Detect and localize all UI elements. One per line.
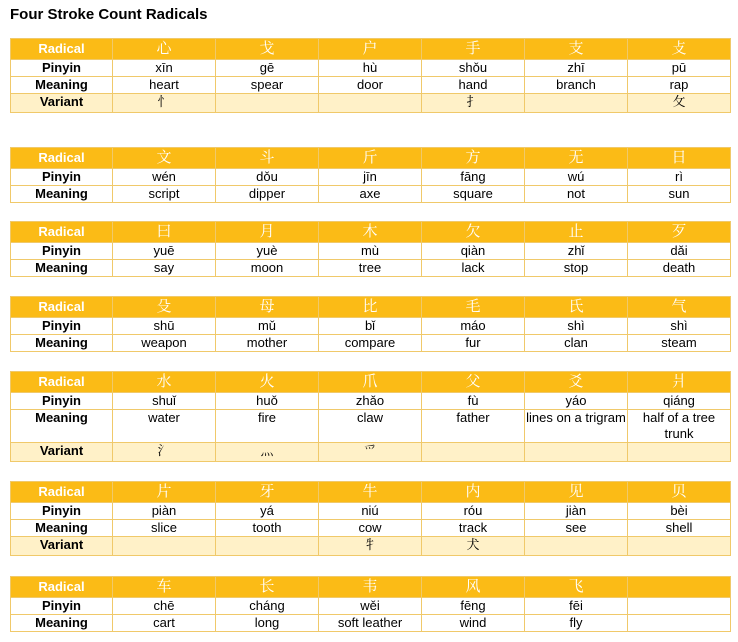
radical-char: 父 xyxy=(422,372,525,393)
pinyin-cell: bèi xyxy=(628,503,731,520)
variant-cell: 攵 xyxy=(628,94,731,113)
meaning-cell: square xyxy=(422,186,525,203)
radical-char: 韦 xyxy=(319,577,422,598)
meaning-label: Meaning xyxy=(11,520,113,537)
pinyin-cell: jīn xyxy=(319,169,422,186)
radical-label: Radical xyxy=(11,482,113,503)
variant-cell: 犬 xyxy=(422,537,525,556)
radical-char: 片 xyxy=(113,482,216,503)
radical-char: 斗 xyxy=(216,148,319,169)
radical-char: 文 xyxy=(113,148,216,169)
radical-char: 氏 xyxy=(525,297,628,318)
pinyin-cell: niú xyxy=(319,503,422,520)
pinyin-cell: fēng xyxy=(422,598,525,615)
radical-label: Radical xyxy=(11,39,113,60)
meaning-label: Meaning xyxy=(11,77,113,94)
meaning-cell: fly xyxy=(525,615,628,632)
radical-char: 气 xyxy=(628,297,731,318)
meaning-cell: track xyxy=(422,520,525,537)
radical-char: 牛 xyxy=(319,482,422,503)
pinyin-label: Pinyin xyxy=(11,243,113,260)
variant-cell: 爫 xyxy=(319,443,422,462)
radical-char: 爻 xyxy=(525,372,628,393)
meaning-cell: shell xyxy=(628,520,731,537)
meaning-cell: compare xyxy=(319,335,422,352)
meaning-cell: spear xyxy=(216,77,319,94)
meaning-cell: moon xyxy=(216,260,319,277)
meaning-cell: lack xyxy=(422,260,525,277)
radical-char: 日 xyxy=(628,148,731,169)
meaning-cell: tooth xyxy=(216,520,319,537)
pinyin-cell: wú xyxy=(525,169,628,186)
meaning-label: Meaning xyxy=(11,615,113,632)
pinyin-cell: yáo xyxy=(525,393,628,410)
radical-label: Radical xyxy=(11,148,113,169)
radical-char: 毛 xyxy=(422,297,525,318)
radical-char: 车 xyxy=(113,577,216,598)
meaning-cell: axe xyxy=(319,186,422,203)
radical-char: 户 xyxy=(319,39,422,60)
meaning-label: Meaning xyxy=(11,335,113,352)
pinyin-cell: huǒ xyxy=(216,393,319,410)
variant-cell xyxy=(628,443,731,462)
pinyin-row xyxy=(11,318,731,335)
radical-table-5 xyxy=(10,371,731,462)
pinyin-cell: róu xyxy=(422,503,525,520)
radical-char: 母 xyxy=(216,297,319,318)
radical-char: 比 xyxy=(319,297,422,318)
meaning-cell: lines on a trigram xyxy=(525,410,628,443)
radical-table-2 xyxy=(10,147,731,203)
pinyin-cell: wěi xyxy=(319,598,422,615)
radical-char: 见 xyxy=(525,482,628,503)
meaning-label: Meaning xyxy=(11,260,113,277)
meaning-cell: say xyxy=(113,260,216,277)
meaning-cell: not xyxy=(525,186,628,203)
pinyin-cell: cháng xyxy=(216,598,319,615)
meaning-cell: hand xyxy=(422,77,525,94)
pinyin-cell: shuǐ xyxy=(113,393,216,410)
radical-char: 火 xyxy=(216,372,319,393)
variant-cell: 牜 xyxy=(319,537,422,556)
radical-row xyxy=(11,297,731,318)
pinyin-cell: wén xyxy=(113,169,216,186)
variant-cell xyxy=(216,94,319,113)
meaning-row xyxy=(11,520,731,537)
pinyin-label: Pinyin xyxy=(11,169,113,186)
pinyin-cell: shì xyxy=(628,318,731,335)
meaning-cell: cart xyxy=(113,615,216,632)
radical-char: 飞 xyxy=(525,577,628,598)
pinyin-cell: yuè xyxy=(216,243,319,260)
meaning-row xyxy=(11,77,731,94)
radical-table-4 xyxy=(10,296,731,352)
radical-char: 歹 xyxy=(628,222,731,243)
pinyin-cell: piàn xyxy=(113,503,216,520)
pinyin-label: Pinyin xyxy=(11,598,113,615)
radical-char: 方 xyxy=(422,148,525,169)
pinyin-row xyxy=(11,598,731,615)
radical-row xyxy=(11,372,731,393)
pinyin-cell: rì xyxy=(628,169,731,186)
pinyin-label: Pinyin xyxy=(11,503,113,520)
pinyin-row xyxy=(11,503,731,520)
pinyin-cell: fù xyxy=(422,393,525,410)
pinyin-cell: yuē xyxy=(113,243,216,260)
radical-char: 爿 xyxy=(628,372,731,393)
pinyin-cell: jiàn xyxy=(525,503,628,520)
variant-label: Variant xyxy=(11,443,113,462)
meaning-cell xyxy=(628,615,731,632)
meaning-cell: water xyxy=(113,410,216,443)
radical-char: 曰 xyxy=(113,222,216,243)
pinyin-cell: dǎi xyxy=(628,243,731,260)
meaning-row xyxy=(11,410,731,443)
meaning-cell: sun xyxy=(628,186,731,203)
radical-row xyxy=(11,577,731,598)
pinyin-cell: shǒu xyxy=(422,60,525,77)
pinyin-cell: mǔ xyxy=(216,318,319,335)
radical-char: 手 xyxy=(422,39,525,60)
radical-char: 牙 xyxy=(216,482,319,503)
radical-char: 止 xyxy=(525,222,628,243)
radical-char: 殳 xyxy=(113,297,216,318)
pinyin-cell: zhǎo xyxy=(319,393,422,410)
meaning-row xyxy=(11,335,731,352)
meaning-label: Meaning xyxy=(11,186,113,203)
radical-table-6 xyxy=(10,481,731,556)
meaning-cell: script xyxy=(113,186,216,203)
meaning-cell: steam xyxy=(628,335,731,352)
radical-char: 攴 xyxy=(628,39,731,60)
radical-label: Radical xyxy=(11,372,113,393)
variant-row xyxy=(11,94,731,113)
meaning-cell: soft leather xyxy=(319,615,422,632)
variant-row xyxy=(11,537,731,556)
meaning-cell: see xyxy=(525,520,628,537)
radical-char: 月 xyxy=(216,222,319,243)
variant-cell: 忄 xyxy=(113,94,216,113)
variant-cell xyxy=(319,94,422,113)
radical-row xyxy=(11,482,731,503)
variant-cell: 氵 xyxy=(113,443,216,462)
pinyin-cell: shū xyxy=(113,318,216,335)
radical-char: 长 xyxy=(216,577,319,598)
pinyin-cell: hù xyxy=(319,60,422,77)
radical-row xyxy=(11,39,731,60)
radical-char: 斤 xyxy=(319,148,422,169)
meaning-cell: father xyxy=(422,410,525,443)
pinyin-cell xyxy=(628,598,731,615)
meaning-cell: claw xyxy=(319,410,422,443)
radical-row xyxy=(11,148,731,169)
variant-cell xyxy=(422,443,525,462)
radical-char xyxy=(628,577,731,598)
radical-row xyxy=(11,222,731,243)
variant-cell xyxy=(525,537,628,556)
pinyin-cell: zhǐ xyxy=(525,243,628,260)
meaning-cell: clan xyxy=(525,335,628,352)
meaning-row xyxy=(11,186,731,203)
radical-table-1 xyxy=(10,38,731,113)
page-title: Four Stroke Count Radicals xyxy=(10,6,208,23)
variant-cell xyxy=(525,443,628,462)
radical-char: 风 xyxy=(422,577,525,598)
meaning-cell: door xyxy=(319,77,422,94)
variant-row xyxy=(11,443,731,462)
meaning-cell: dipper xyxy=(216,186,319,203)
variant-cell xyxy=(113,537,216,556)
meaning-cell: wind xyxy=(422,615,525,632)
pinyin-cell: qiàn xyxy=(422,243,525,260)
pinyin-cell: shì xyxy=(525,318,628,335)
pinyin-cell: qiáng xyxy=(628,393,731,410)
meaning-label: Meaning xyxy=(11,410,113,443)
radical-char: 贝 xyxy=(628,482,731,503)
pinyin-cell: dǒu xyxy=(216,169,319,186)
meaning-cell: tree xyxy=(319,260,422,277)
meaning-cell: stop xyxy=(525,260,628,277)
pinyin-label: Pinyin xyxy=(11,318,113,335)
pinyin-label: Pinyin xyxy=(11,60,113,77)
radical-char: 爪 xyxy=(319,372,422,393)
radical-label: Radical xyxy=(11,297,113,318)
pinyin-cell: xīn xyxy=(113,60,216,77)
radical-table-7 xyxy=(10,576,731,632)
meaning-cell: mother xyxy=(216,335,319,352)
pinyin-cell: fāng xyxy=(422,169,525,186)
radical-char: 支 xyxy=(525,39,628,60)
variant-cell xyxy=(525,94,628,113)
radical-char: 内 xyxy=(422,482,525,503)
meaning-cell: long xyxy=(216,615,319,632)
pinyin-cell: yá xyxy=(216,503,319,520)
variant-cell xyxy=(628,537,731,556)
radical-table-3 xyxy=(10,221,731,277)
meaning-row xyxy=(11,260,731,277)
variant-label: Variant xyxy=(11,94,113,113)
radical-char: 欠 xyxy=(422,222,525,243)
pinyin-cell: pū xyxy=(628,60,731,77)
meaning-cell: weapon xyxy=(113,335,216,352)
pinyin-cell: bǐ xyxy=(319,318,422,335)
meaning-row xyxy=(11,615,731,632)
pinyin-cell: mù xyxy=(319,243,422,260)
pinyin-label: Pinyin xyxy=(11,393,113,410)
pinyin-row xyxy=(11,243,731,260)
variant-cell xyxy=(216,537,319,556)
pinyin-cell: chē xyxy=(113,598,216,615)
meaning-cell: rap xyxy=(628,77,731,94)
radical-char: 水 xyxy=(113,372,216,393)
meaning-cell: fire xyxy=(216,410,319,443)
variant-cell: 扌 xyxy=(422,94,525,113)
meaning-cell: branch xyxy=(525,77,628,94)
meaning-cell: heart xyxy=(113,77,216,94)
radical-char: 戈 xyxy=(216,39,319,60)
radical-label: Radical xyxy=(11,577,113,598)
variant-label: Variant xyxy=(11,537,113,556)
pinyin-row xyxy=(11,60,731,77)
meaning-cell: fur xyxy=(422,335,525,352)
radical-char: 心 xyxy=(113,39,216,60)
meaning-cell: cow xyxy=(319,520,422,537)
pinyin-row xyxy=(11,393,731,410)
pinyin-cell: gē xyxy=(216,60,319,77)
meaning-cell: half of a tree trunk xyxy=(628,410,731,443)
pinyin-cell: zhī xyxy=(525,60,628,77)
pinyin-cell: fēi xyxy=(525,598,628,615)
radical-char: 木 xyxy=(319,222,422,243)
radical-label: Radical xyxy=(11,222,113,243)
radical-char: 无 xyxy=(525,148,628,169)
variant-cell: 灬 xyxy=(216,443,319,462)
pinyin-cell: máo xyxy=(422,318,525,335)
meaning-cell: slice xyxy=(113,520,216,537)
meaning-cell: death xyxy=(628,260,731,277)
pinyin-row xyxy=(11,169,731,186)
